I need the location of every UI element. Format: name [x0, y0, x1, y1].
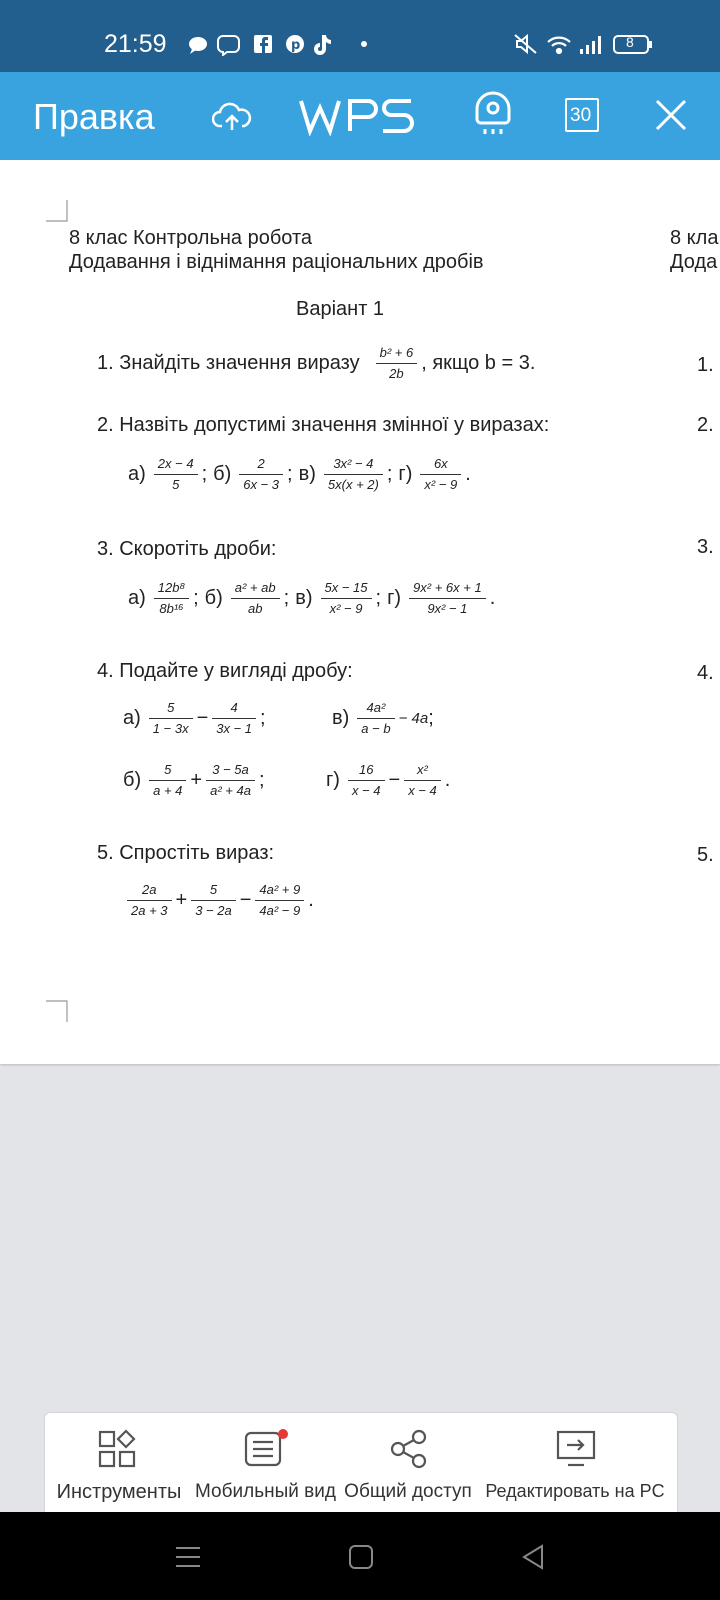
denominator: 8b¹⁶	[159, 601, 184, 616]
item-label: а)	[128, 463, 146, 485]
operator: +	[190, 769, 203, 791]
next-page-number: 3.	[697, 536, 714, 558]
item-label: г)	[398, 463, 413, 485]
doc-header	[69, 226, 484, 274]
task-5-expression	[123, 882, 314, 919]
app-toolbar	[0, 72, 720, 160]
status-bar	[0, 0, 720, 72]
crop-mark-top	[46, 200, 68, 222]
system-icons	[514, 32, 664, 61]
task-1	[97, 345, 535, 382]
numerator: a² + ab	[234, 580, 276, 595]
mobile-view-icon	[243, 1429, 289, 1469]
fraction	[239, 456, 283, 493]
task-2-expressions	[128, 456, 471, 493]
numerator: 2x − 4	[157, 456, 194, 471]
numerator: 4a² + 9	[259, 882, 301, 897]
fraction	[154, 580, 189, 617]
item-label: б)	[213, 463, 232, 485]
denominator: x² − 9	[424, 477, 458, 492]
share-label: Общий доступ	[344, 1481, 472, 1502]
tools-label: Инструменты	[56, 1481, 182, 1503]
numerator: x²	[417, 762, 428, 777]
item-label: а)	[128, 587, 146, 609]
task-5-text: 5. Спростіть вираз:	[97, 842, 275, 864]
fraction	[404, 762, 441, 799]
desktop-icon	[555, 1429, 597, 1469]
separator: .	[465, 463, 471, 485]
more-notifications-dot	[361, 41, 367, 47]
numerator: 3 − 5a	[212, 762, 249, 777]
separator: ;	[386, 463, 393, 485]
item-label: б)	[204, 587, 223, 609]
separator: .	[308, 889, 314, 911]
fraction	[376, 345, 418, 382]
item-label: в)	[298, 463, 316, 485]
mobile-view-button[interactable]	[195, 1413, 335, 1513]
system-nav-bar	[0, 1512, 720, 1600]
operator: −	[388, 769, 401, 791]
numerator: 9x² + 6x + 1	[413, 580, 482, 595]
item-label: г)	[387, 587, 402, 609]
fraction	[357, 700, 394, 737]
numerator: 5	[164, 762, 172, 777]
fraction	[231, 580, 280, 617]
next-header-line-1: 8 кла	[670, 227, 719, 249]
numerator: 6x	[433, 456, 448, 471]
back-icon[interactable]	[520, 1543, 546, 1571]
separator: ;	[283, 587, 290, 609]
numerator: 16	[359, 762, 374, 777]
next-page-number: 4.	[697, 662, 714, 684]
numerator: 2a	[142, 882, 157, 897]
item-label: б)	[123, 769, 142, 791]
task-4-g	[326, 762, 450, 799]
denominator: a + 4	[153, 783, 183, 798]
denominator: 6x − 3	[243, 477, 280, 492]
fraction	[409, 580, 486, 617]
viber-icon	[218, 36, 239, 55]
denominator: 9x² − 1	[427, 601, 468, 616]
fraction	[348, 762, 385, 799]
timer-badge[interactable]	[565, 98, 599, 132]
share-button[interactable]	[343, 1413, 473, 1513]
fraction	[321, 580, 372, 617]
numerator: 4	[230, 700, 238, 715]
next-page-header	[670, 226, 718, 274]
task-3-text: 3. Скоротіть дроби:	[97, 538, 277, 560]
timer-value: 30	[570, 105, 592, 126]
fraction	[149, 700, 193, 737]
operator: −	[239, 889, 252, 911]
numerator: 12b⁸	[157, 580, 186, 595]
separator: .	[489, 587, 496, 609]
battery-level: 8	[626, 34, 634, 50]
task-2-text: 2. Назвіть допустимі значення змінної у виразах:	[97, 414, 550, 436]
next-page-number: 1.	[697, 354, 714, 376]
task-4-v	[332, 700, 434, 737]
next-header-line-2: Дода	[670, 251, 718, 273]
operator: −	[196, 707, 209, 729]
edit-on-pc-button[interactable]	[485, 1413, 665, 1513]
fraction	[255, 882, 304, 919]
denominator: x² − 9	[329, 601, 363, 616]
pinterest-icon	[286, 35, 304, 53]
fraction	[206, 762, 255, 799]
denominator: a² + 4a	[210, 783, 251, 798]
task-4-b	[123, 762, 265, 799]
separator: ;	[287, 463, 293, 485]
variant-title: Варіант 1	[296, 298, 385, 320]
task-1-text: 1. Знайдіть значення виразу	[97, 352, 360, 374]
document-page[interactable]	[0, 160, 720, 1064]
separator: .	[444, 769, 451, 791]
task-1-tail: , якщо b = 3.	[421, 352, 536, 374]
denominator: 4a² − 9	[259, 903, 301, 918]
denominator: 5	[172, 477, 180, 492]
home-icon[interactable]	[348, 1544, 374, 1570]
rocket-icon[interactable]	[470, 90, 516, 147]
item-label: в)	[295, 587, 313, 609]
mobile-view-label: Мобильный вид	[195, 1481, 336, 1502]
numerator: 3x² − 4	[333, 456, 374, 471]
facebook-icon	[254, 35, 272, 53]
fraction	[149, 762, 186, 799]
next-page-number: 5.	[697, 844, 714, 866]
fraction	[324, 456, 383, 493]
denominator: 3x − 1	[216, 721, 253, 736]
item-label: в)	[332, 707, 350, 729]
fraction	[212, 700, 256, 737]
tools-icon	[97, 1429, 137, 1469]
denominator: 1 − 3x	[152, 721, 189, 736]
numerator: 5	[209, 882, 218, 897]
clock: 21:59	[104, 30, 167, 58]
chat-bubble-icon	[189, 37, 207, 54]
edit-on-pc-label: Редактировать на PC	[485, 1481, 665, 1501]
close-icon[interactable]	[654, 98, 688, 137]
signal-icon	[580, 36, 601, 54]
notification-icons	[186, 32, 376, 61]
edit-button[interactable]: Правка	[33, 96, 155, 137]
separator: ;	[193, 587, 199, 609]
bottom-action-panel	[44, 1412, 678, 1514]
next-page-number: 2.	[697, 414, 714, 436]
header-line-1: 8 клас Контрольна робота	[69, 227, 313, 249]
denominator: 3 − 2a	[195, 903, 232, 918]
wps-logo	[298, 96, 416, 141]
tiktok-icon	[314, 35, 331, 55]
share-icon	[389, 1429, 429, 1469]
cloud-upload-icon[interactable]	[212, 100, 252, 139]
recent-apps-icon[interactable]	[174, 1544, 202, 1570]
denominator: ab	[247, 601, 263, 616]
separator: ;	[260, 707, 266, 729]
numerator: 5	[167, 700, 175, 715]
wifi-icon	[548, 38, 570, 53]
denominator: 2b	[389, 366, 404, 381]
separator: ;	[428, 707, 434, 729]
crop-mark-bottom	[46, 1000, 68, 1022]
denominator: x − 4	[408, 783, 437, 798]
separator: ;	[375, 587, 382, 609]
operator: − 4a	[398, 710, 429, 727]
header-line-2: Додавання і віднімання раціональних дробів	[69, 251, 484, 273]
separator: ;	[201, 463, 208, 485]
numerator: 5x − 15	[324, 580, 368, 595]
denominator: a − b	[361, 721, 391, 736]
numerator: b² + 6	[379, 345, 414, 360]
numerator: 2	[257, 456, 265, 471]
task-3-expressions	[128, 580, 495, 617]
svg-text:p: p	[291, 38, 301, 53]
denominator: 2a + 3	[131, 903, 168, 918]
task-4-text: 4. Подайте у вигляді дробу:	[97, 660, 353, 682]
fraction	[191, 882, 236, 919]
denominator: x − 4	[351, 783, 381, 798]
fraction	[127, 882, 172, 919]
tools-button[interactable]	[45, 1413, 193, 1513]
item-label: г)	[326, 769, 340, 791]
mute-icon	[515, 35, 536, 53]
numerator: 4a²	[366, 700, 386, 715]
separator: ;	[258, 769, 265, 791]
operator: +	[175, 889, 188, 911]
fraction	[154, 456, 198, 493]
task-4-a	[123, 700, 266, 737]
denominator: 5x(x + 2)	[327, 477, 379, 492]
item-label: а)	[123, 707, 141, 729]
fraction	[420, 456, 461, 493]
